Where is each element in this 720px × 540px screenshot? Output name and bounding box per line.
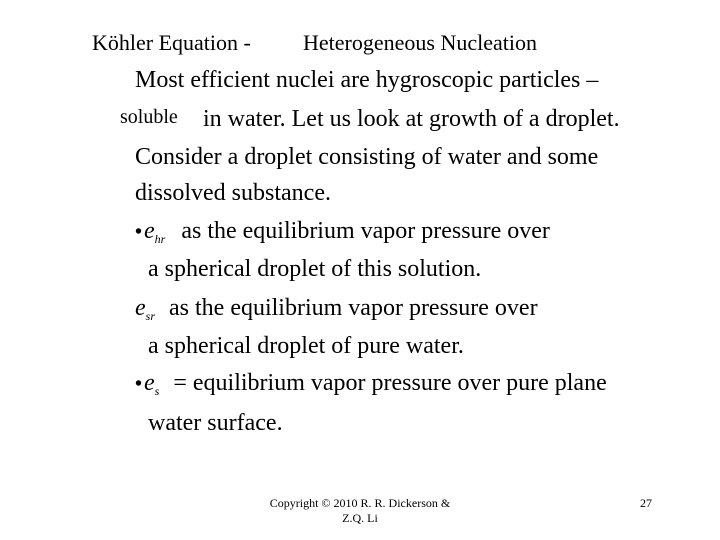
definition-ehr-continuation: a spherical droplet of this solution. [148,256,482,282]
consider-line-2: dissolved substance. [135,180,331,206]
title-right: Heterogeneous Nucleation [303,30,537,55]
subscript-sr: sr [145,309,155,323]
intro-line-1: Most efficient nuclei are hygroscopic particles – [135,67,599,93]
consider-line-1: Consider a droplet consisting of water and some [135,144,599,170]
symbol-e: e [144,370,155,396]
definition-ehr [135,218,550,245]
copyright-line-1: Copyright © 2010 R. R. Dickerson & [269,496,451,510]
definition-ehr-text: as the equilibrium vapor pressure over [181,218,550,244]
subscript-hr: hr [154,232,166,246]
definition-esr-text: as the equilibrium vapor pressure over [169,295,538,321]
intro-line-2: in water. Let us look at growth of a droplet. [203,106,620,132]
symbol-e: e [135,295,146,321]
definition-esr [135,295,538,322]
copyright-line-2: Z.Q. Li [342,511,378,525]
definition-es-continuation: water surface. [148,410,283,436]
page-number: 27 [640,496,652,510]
definition-esr-continuation: a spherical droplet of pure water. [148,333,464,359]
symbol-e: e [144,218,155,244]
bullet-icon: • [135,221,143,243]
definition-es [135,370,607,397]
intro-soluble-word: soluble [120,106,178,128]
subscript-s: s [154,384,160,398]
bullet-icon: • [135,373,143,395]
footer-copyright [230,496,490,526]
title-left: Köhler Equation - [92,30,251,55]
definition-es-text: = equilibrium vapor pressure over pure plane [173,370,607,396]
